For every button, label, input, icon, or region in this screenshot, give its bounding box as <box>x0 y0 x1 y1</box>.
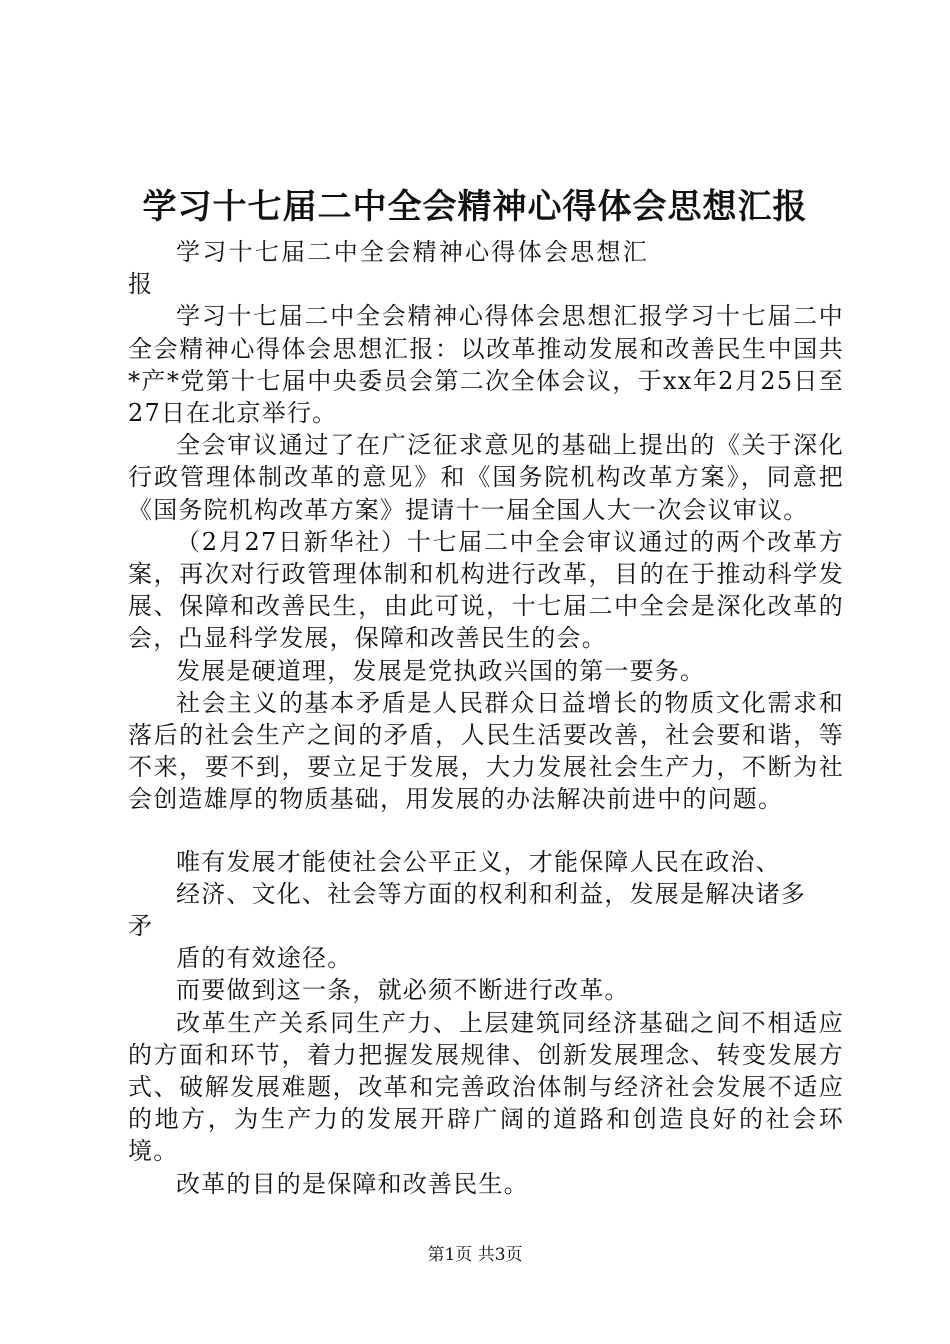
body-paragraph: 改革的目的是保障和改善民生。 <box>176 1169 529 1198</box>
body-paragraph: （2月27日新华社）十七届二中全会审议通过的两个改革方案，再次对行政管理体制和机构进行改革，目的在于推动科学发展、保障和改善民生，由此可说，十七届二中全会是深化改革的会，凸显科学发展，保障和改善民生的会。 <box>128 527 844 653</box>
body-line: 盾的有效途径。 <box>176 944 353 973</box>
body-paragraph: 全会审议通过了在广泛征求意见的基础上提出的《关于深化行政管理体制改革的意见》和《国务院机构改革方案》，同意把《国务院机构改革方案》提请十一届全国人大一次会议审议。 <box>128 431 844 524</box>
page-number-footer: 第1页 共3页 <box>427 1245 523 1265</box>
body-paragraph: 学习十七届二中全会精神心得体会思想汇报学习十七届二中全会精神心得体会思想汇报：以改革推动发展和改善民生中国共*产*党第十七届中央委员会第二次全体会议，于xx年2月25日至27日在北京举行。 <box>128 302 844 428</box>
body-paragraph: 发展是硬道理，发展是党执政兴国的第一要务。 <box>176 656 706 685</box>
document-body <box>128 236 844 1200</box>
paragraph-gap <box>128 816 844 846</box>
body-line: 矛 <box>128 912 154 941</box>
body-line: 唯有发展才能使社会公平正义，才能保障人民在政治、 <box>176 847 781 876</box>
document-title: 学习十七届二中全会精神心得体会思想汇报 <box>142 187 808 227</box>
subtitle-paragraph: 学习十七届二中全会精神心得体会思想汇报 <box>128 238 648 299</box>
body-paragraph: 社会主义的基本矛盾是人民群众日益增长的物质文化需求和落后的社会生产之间的矛盾，人民生活要改善，社会要和谐，等不来，要不到，要立足于发展，大力发展社会生产力，不断为社会创造雄厚的物质基础，用发展的办法解决前进中的问题。 <box>128 688 844 814</box>
body-paragraph: 改革生产关系同生产力、上层建筑同经济基础之间不相适应的方面和环节，着力把握发展规律、创新发展理念、转变发展方式、破解发展难题，改革和完善政治体制与经济社会发展不适应的地方，为生产力的发展开辟广阔的道路和创造良好的社会环境。 <box>128 1008 844 1166</box>
body-paragraph: 而要做到这一条，就必须不断进行改革。 <box>176 976 630 1005</box>
body-line: 经济、文化、社会等方面的权利和利益，发展是解决诸多 <box>176 879 806 908</box>
